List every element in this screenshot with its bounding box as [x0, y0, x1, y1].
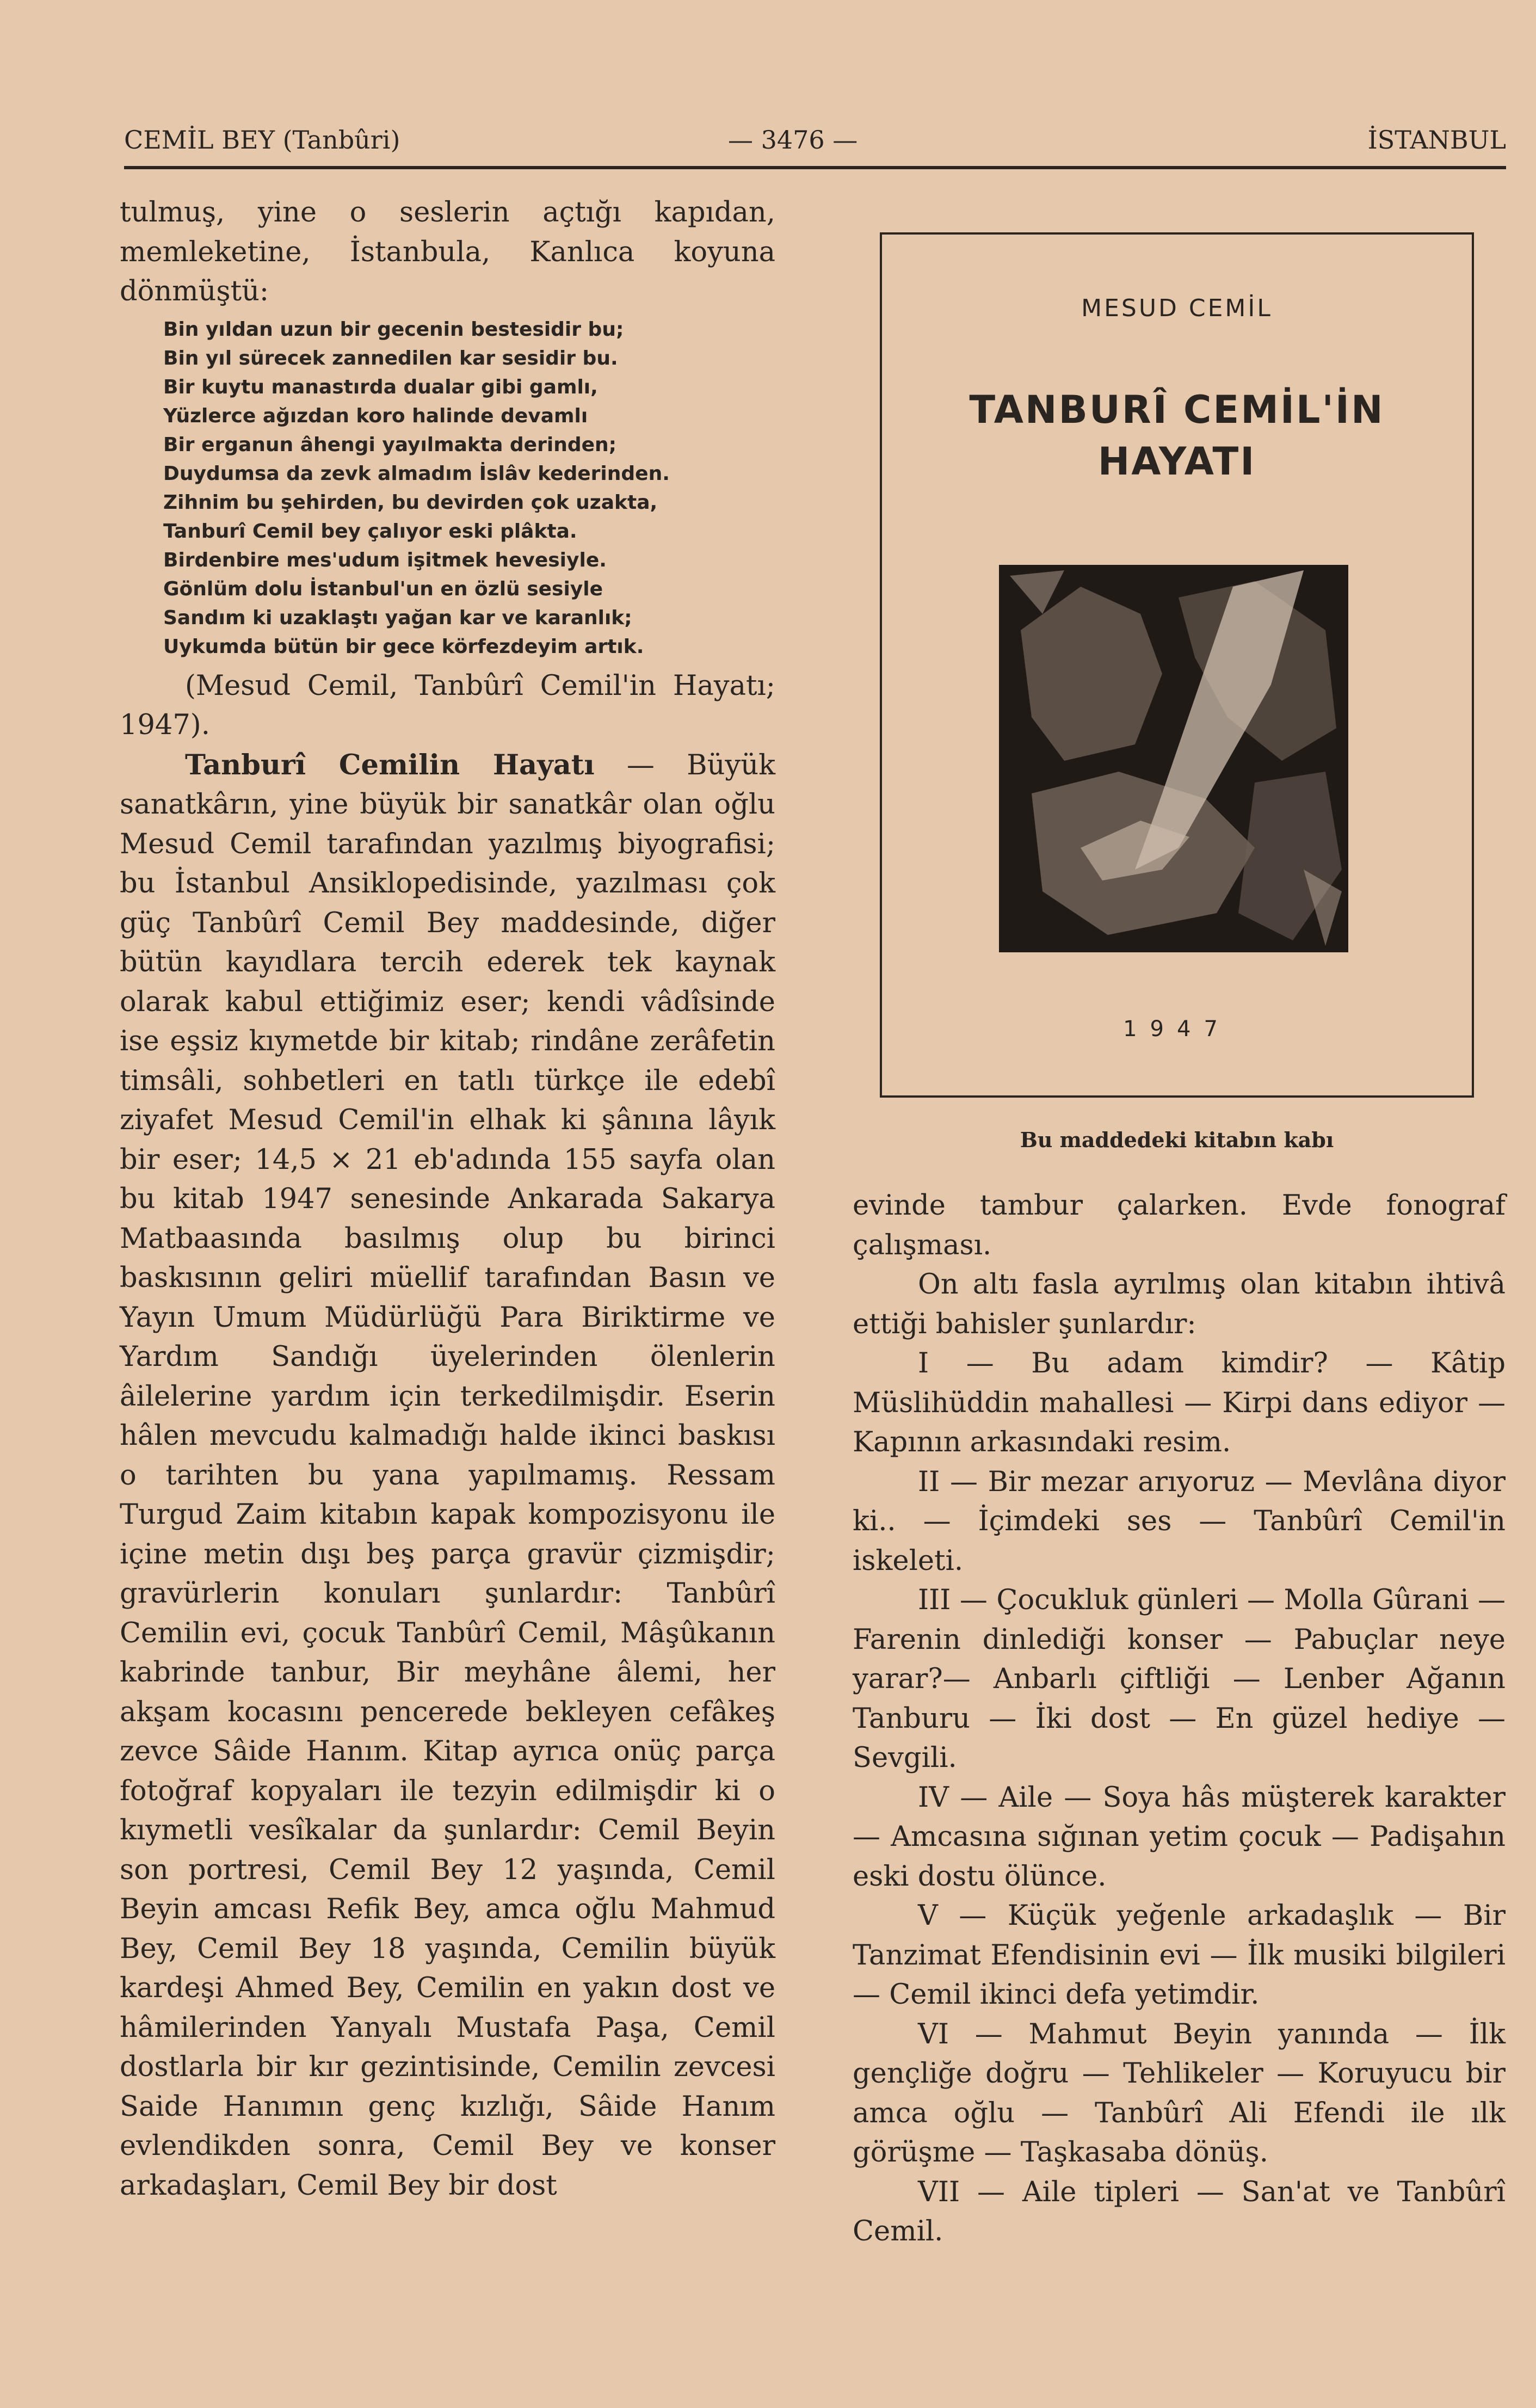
figure-caption: Bu maddedeki kitabın kabı — [1020, 1128, 1334, 1152]
intro-paragraph: tulmuş, yine o seslerin açtığı kapıdan, memleketine, İstanbula, Kanlıca koyuna dönmüştü: — [120, 196, 775, 307]
book-author: MESUD CEMİL — [1081, 294, 1273, 322]
poem — [120, 315, 775, 661]
poem-line: Tanburî Cemil bey çalıyor eski plâkta. — [163, 520, 577, 543]
book-paragraph — [120, 746, 775, 2206]
book-paragraph-text: — Büyük sanatkârın, yine büyük bir sanatkâr olan oğlu Mesud Cemil tarafından yazılmış biyografisi; bu İstanbul Ansiklopedisinde, yazılması çok güç Tanbûrî Cemil Bey maddesinde, diğer bütün kayıdlara tercih ederek tek kaynak olarak kabul ettiğimiz eser; kendi vâdîsinde ise eşsiz kıymetde bir kitab; rindâne zerâfetin timsâli, sohbetleri en tatlı türkçe ile edebî ziyafet Mesud Cemil'in elhak ki şânına lâyık bir eser; 14,5 × 21 eb'adında 155 sayfa olan bu kitab 1947 senesinde Ankarada Sakarya Matbaasında basılmış olup bu birinci baskısının geliri müellif tarafından Basın ve Yayın Umum Müdürlüğü Para Biriktirme ve Yardım Sandığı üyelerinden ölenlerin âilelerine yardım için terkedilmişdir. Eserin hâlen mevcudu kalmadığı halde ikinci baskısı o tarihten bu yana yapılmamış. Ressam Turgud Zaim kitabın kapak kompozisyonu ile içine metin dışı beş parça gravür çizmişdir; gravürlerin konuları şunlardır: Tanbûrî Cemilin evi, çocuk Tanbûrî Cemil, Mâşûkanın kabrinde tanbur, Bir meyhâne âlemi, her akşam kocasını pencerede bekleyen cefâkeş zevce Sâide Hanım. Kitap ayrıca onüç parça fotoğraf kopyaları ile tezyin edilmişdir ki o kıymetli vesîkalar da şunlardır: Cemil Beyin son portresi, Cemil Bey 12 yaşında, Cemil Beyin amcası Refik Bey, amca oğlu Mahmud Bey, Cemil Bey 18 yaşında, Cemilin büyük kardeşi Ahmed Bey, Cemilin en yakın dost ve hâmilerinden Yanyalı Mustafa Paşa, Cemil dostlarla bir kır gezintisinde, Cemilin zevcesi Saide Hanımın genç kızlığı, Sâide Hanım evlendikden sonra, Cemil Bey ve konser arkadaşları, Cemil Bey bir dost — [120, 749, 775, 2202]
book-title-bold: Tanburî Cemilin Hayatı — [185, 748, 595, 781]
poem-line: Bin yıl sürecek zannedilen kar sesidir bu. — [163, 347, 618, 369]
poem-line: Zihnim bu şehirden, bu devirden çok uzakta, — [163, 491, 658, 514]
poem-citation: (Mesud Cemil, Tanbûrî Cemil'in Hayatı; 1947). — [120, 669, 775, 741]
right-paragraph: On altı fasla ayrılmış olan kitabın ihtivâ ettiği bahisler şunlardır: — [853, 1268, 1506, 1340]
page-number: — 3476 — — [728, 125, 858, 155]
chapter-list-item: IV — Aile — Soya hâs müşterek karakter — Amcasına sığınan yetim çocuk — Padişahın eski dostu ölünce. — [853, 1781, 1506, 1893]
poem-line: Bir erganun âhengi yayılmakta derinden; — [163, 433, 617, 456]
left-column — [120, 193, 775, 2206]
poem-line: Birdenbire mes'udum işitmek hevesiyle. — [163, 549, 607, 571]
poem-line: Bin yıldan uzun bir gecenin bestesidir bu; — [163, 318, 624, 341]
chapter-list-item: VII — Aile tipleri — San'at ve Tanbûrî Cemil. — [853, 2176, 1506, 2247]
header-encyclopedia-name: İSTANBUL — [1367, 125, 1506, 155]
chapter-list-item: II — Bir mezar arıyoruz — Mevlâna diyor ki.. — İçimdeki ses — Tanbûrî Cemil'in iskeleti. — [853, 1465, 1506, 1577]
poem-line: Uykumda bütün bir gece körfezdeyim artık. — [163, 635, 644, 658]
header-rule — [124, 166, 1506, 169]
book-title-line: TANBURÎ CEMİL'İN — [969, 387, 1385, 432]
book-cover — [880, 232, 1474, 1098]
chapter-list-item: III — Çocukluk günleri — Molla Gûrani — Farenin dinlediği konser — Pabuçlar neye yarar?— Anbarlı çiftliği — Lenber Ağanın Tanburu — İki dost — En güzel hediye — Sevgili. — [853, 1584, 1506, 1774]
book-title — [882, 384, 1472, 488]
poem-line: Gönlüm dolu İstanbul'un en özlü sesiyle — [163, 577, 603, 600]
chapter-list-item: V — Küçük yeğenle arkadaşlık — Bir Tanzimat Efendisinin evi — İlk musiki bilgileri — Cemil ikinci defa yetimdir. — [853, 1900, 1506, 2011]
right-column — [853, 1186, 1506, 2252]
poem-line: Sandım ki uzaklaştı yağan kar ve karanlık; — [163, 606, 632, 629]
right-paragraph: evinde tambur çalarken. Evde fonograf çalışması. — [853, 1190, 1506, 1261]
chapter-list-item: VI — Mahmut Beyin yanında — İlk gençliğe doğru — Tehlikeler — Koruyucu bir amca oğlu — Tanbûrî Ali Efendi ile ılk görüşme — Taşkasaba dönüş. — [853, 2018, 1506, 2169]
running-header — [124, 125, 1506, 163]
engraving-hand-tanbur-image — [999, 565, 1348, 952]
chapter-list-item: I — Bu adam kimdir? — Kâtip Müslihüddin mahallesi — Kirpi dans ediyor — Kapının arkasındaki resim. — [853, 1347, 1506, 1458]
book-year: 1947 — [1123, 1017, 1231, 1042]
book-title-line: HAYATI — [1097, 439, 1256, 484]
poem-line: Duydumsa da zevk almadım İslâv kederinden. — [163, 462, 670, 485]
poem-line: Bir kuytu manastırda dualar gibi gamlı, — [163, 375, 598, 398]
poem-line: Yüzlerce ağızdan koro halinde devamlı — [163, 404, 588, 427]
header-article-title: CEMİL BEY (Tanbûri) — [124, 125, 400, 155]
